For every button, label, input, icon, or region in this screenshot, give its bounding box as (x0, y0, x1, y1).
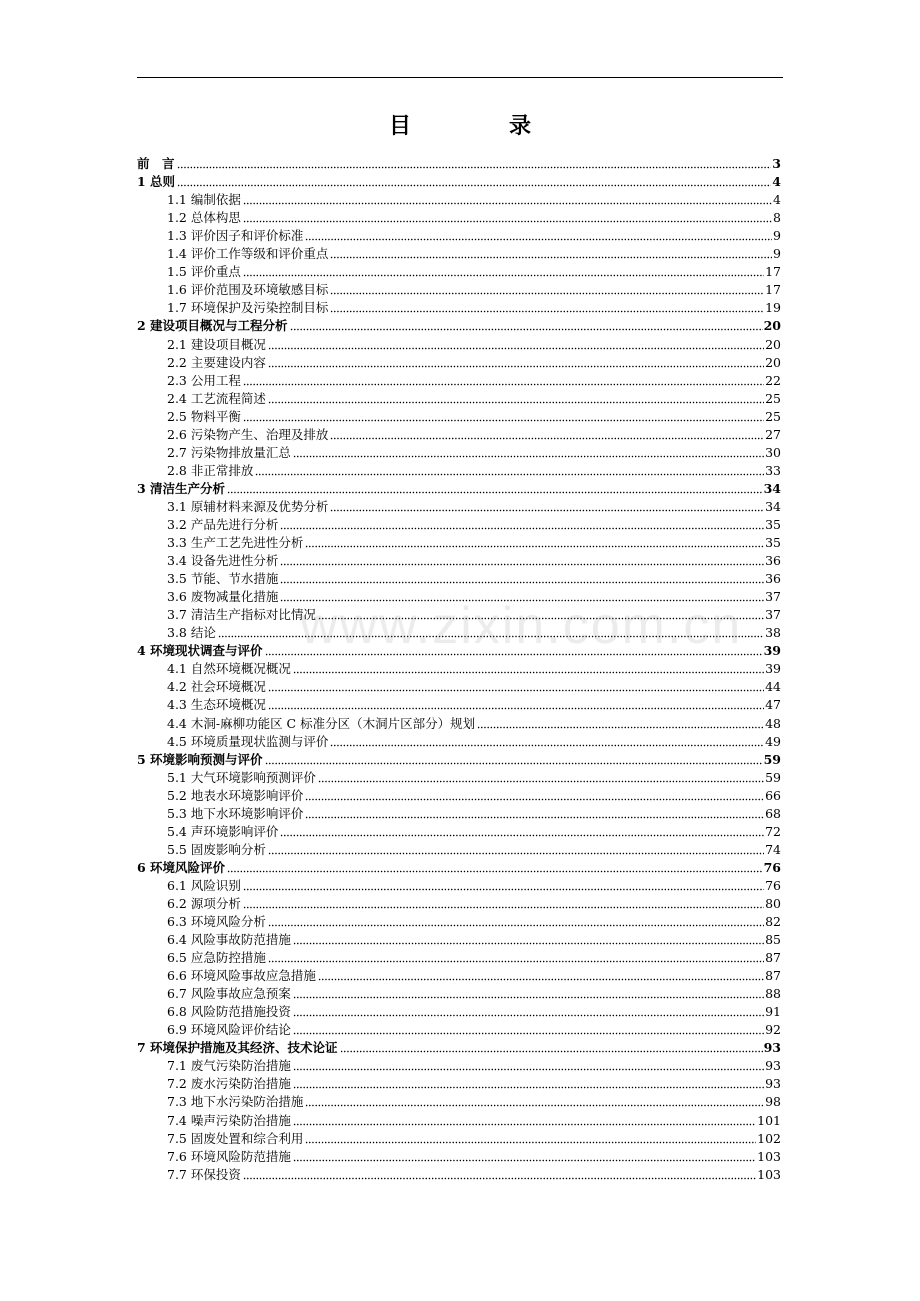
toc-entry-page-number: 93 (765, 1058, 781, 1074)
toc-entry-label: 1.3 评价因子和评价标准 (167, 228, 304, 244)
toc-entry-page-number: 17 (765, 264, 781, 280)
toc-section-entry[interactable] (137, 515, 781, 533)
toc-section-entry[interactable] (137, 443, 781, 461)
toc-dot-leader (268, 340, 764, 350)
toc-section-entry[interactable] (137, 966, 781, 984)
toc-entry-label: 2.8 非正常排放 (167, 462, 254, 478)
toc-entry-page-number: 93 (765, 1076, 781, 1092)
watermark: www.zixin.com.cn (300, 597, 743, 655)
toc-title: 目 录 (388, 113, 569, 139)
toc-section-entry[interactable] (137, 786, 781, 804)
toc-entry-page-number: 76 (763, 859, 781, 875)
toc-section-entry[interactable] (137, 930, 781, 948)
toc-entry-page-number: 102 (757, 1130, 781, 1146)
toc-entry-label: 2.4 工艺流程简述 (167, 390, 266, 406)
toc-entry-label: 7.2 废水污染防治措施 (167, 1076, 291, 1092)
toc-entry-label: 6.4 风险事故防范措施 (167, 932, 291, 948)
toc-section-entry[interactable] (137, 497, 781, 515)
toc-dot-leader (280, 556, 764, 566)
toc-dot-leader (177, 177, 771, 187)
toc-entry-page-number: 4 (772, 174, 781, 190)
toc-dot-leader (268, 917, 764, 927)
toc-entry-page-number: 9 (773, 246, 781, 262)
toc-chapter-entry[interactable] (137, 172, 781, 190)
toc-section-entry[interactable] (137, 1165, 781, 1183)
toc-entry-label: 5.4 声环境影响评价 (167, 823, 279, 839)
toc-dot-leader (330, 430, 764, 440)
toc-entry-label: 4.5 环境质量现状监测与评价 (167, 733, 329, 749)
toc-entry-label: 1.5 评价重点 (167, 264, 241, 280)
toc-entry-label: 6 环境风险评价 (137, 859, 226, 875)
toc-entry-page-number: 98 (765, 1094, 781, 1110)
toc-entry-label: 6.5 应急防控措施 (167, 950, 266, 966)
toc-dot-leader (268, 358, 764, 368)
toc-dot-leader (330, 502, 764, 512)
toc-section-entry[interactable] (137, 371, 781, 389)
toc-dot-leader (305, 1134, 756, 1144)
toc-section-entry[interactable] (137, 425, 781, 443)
toc-dot-leader (243, 213, 772, 223)
table-of-contents (137, 154, 781, 1183)
toc-entry-label: 6.3 环境风险分析 (167, 914, 266, 930)
toc-entry-label: 7.7 环保投资 (167, 1166, 241, 1182)
toc-dot-leader (293, 664, 764, 674)
toc-entry-page-number: 91 (765, 1004, 781, 1020)
toc-entry-page-number: 93 (763, 1040, 781, 1056)
toc-section-entry[interactable] (137, 912, 781, 930)
toc-entry-label: 1.6 评价范围及环境敏感目标 (167, 282, 329, 298)
toc-section-entry[interactable] (137, 298, 781, 316)
toc-entry-page-number: 37 (765, 607, 781, 623)
toc-entry-page-number: 35 (765, 535, 781, 551)
toc-entry-label: 1 总则 (137, 174, 176, 190)
toc-dot-leader (243, 899, 764, 909)
toc-section-entry[interactable] (137, 407, 781, 425)
toc-section-entry[interactable] (137, 208, 781, 226)
toc-dot-leader (243, 376, 764, 386)
toc-entry-label: 3.5 节能、节水措施 (167, 571, 279, 587)
toc-dot-leader (340, 1043, 763, 1053)
toc-entry-page-number: 35 (765, 516, 781, 532)
toc-section-entry[interactable] (137, 1002, 781, 1020)
toc-entry-label: 7 环境保护措施及其经济、技术论证 (137, 1040, 338, 1056)
toc-entry-page-number: 101 (757, 1112, 781, 1128)
toc-dot-leader (243, 1170, 756, 1180)
toc-section-entry[interactable] (137, 1092, 781, 1110)
toc-entry-label: 7.5 固废处置和综合利用 (167, 1130, 304, 1146)
toc-entry-page-number: 25 (765, 408, 781, 424)
toc-dot-leader (243, 195, 772, 205)
toc-entry-page-number: 87 (765, 968, 781, 984)
toc-dot-leader (318, 610, 764, 620)
toc-entry-label: 2 建设项目概况与工程分析 (137, 318, 288, 334)
toc-dot-leader (280, 574, 764, 584)
toc-entry-label: 3.7 清洁生产指标对比情况 (167, 607, 316, 623)
toc-entry-label: 1.4 评价工作等级和评价重点 (167, 246, 329, 262)
toc-entry-page-number: 34 (765, 498, 781, 514)
toc-section-entry[interactable] (137, 768, 781, 786)
toc-entry-page-number: 48 (765, 715, 781, 731)
toc-entry-label: 3 清洁生产分析 (137, 480, 226, 496)
toc-dot-leader (305, 1097, 764, 1107)
toc-entry-label: 3.2 产品先进行分析 (167, 516, 279, 532)
toc-entry-label: 3.1 原辅材料来源及优势分析 (167, 498, 329, 514)
toc-section-entry[interactable] (137, 677, 781, 695)
toc-entry-page-number: 47 (765, 697, 781, 713)
toc-chapter-entry[interactable] (137, 154, 781, 172)
toc-entry-page-number: 85 (765, 932, 781, 948)
toc-section-entry[interactable] (137, 551, 781, 569)
toc-dot-leader (280, 592, 764, 602)
toc-entry-label: 2.6 污染物产生、治理及排放 (167, 426, 329, 442)
toc-section-entry[interactable] (137, 533, 781, 551)
toc-entry-label: 3.4 设备先进性分析 (167, 553, 279, 569)
toc-chapter-entry[interactable] (137, 858, 781, 876)
toc-entry-label: 4.4 木洞-麻柳功能区 C 标准分区（木洞片区部分）规划 (167, 715, 476, 731)
toc-chapter-entry[interactable] (137, 316, 781, 334)
toc-dot-leader (268, 953, 764, 963)
toc-entry-page-number: 39 (763, 643, 781, 659)
toc-entry-label: 1.1 编制依据 (167, 192, 241, 208)
toc-section-entry[interactable] (137, 1110, 781, 1128)
header-rule (137, 77, 783, 78)
toc-dot-leader (268, 394, 764, 404)
toc-entry-label: 2.7 污染物排放量汇总 (167, 444, 291, 460)
toc-entry-page-number: 33 (765, 462, 781, 478)
toc-entry-page-number: 103 (757, 1148, 781, 1164)
toc-section-entry[interactable] (137, 389, 781, 407)
toc-entry-page-number: 88 (765, 986, 781, 1002)
toc-dot-leader (268, 700, 764, 710)
toc-dot-leader (265, 646, 763, 656)
toc-dot-leader (330, 285, 764, 295)
toc-dot-leader (177, 159, 772, 169)
toc-section-entry[interactable] (137, 334, 781, 352)
toc-entry-label: 7.3 地下水污染防治措施 (167, 1094, 304, 1110)
toc-entry-page-number: 19 (765, 300, 781, 316)
toc-entry-label: 7.6 环境风险防范措施 (167, 1148, 291, 1164)
toc-entry-label: 4 环境现状调查与评价 (137, 643, 263, 659)
toc-section-entry[interactable] (137, 1074, 781, 1092)
toc-section-entry[interactable] (137, 840, 781, 858)
toc-section-entry[interactable] (137, 713, 781, 731)
toc-dot-leader (280, 827, 764, 837)
toc-dot-leader (330, 249, 772, 259)
toc-entry-label: 5.2 地表水环境影响评价 (167, 787, 304, 803)
toc-section-entry[interactable] (137, 1056, 781, 1074)
toc-dot-leader (293, 1007, 764, 1017)
toc-section-entry[interactable] (137, 822, 781, 840)
toc-dot-leader (305, 231, 772, 241)
toc-section-entry[interactable] (137, 948, 781, 966)
toc-dot-leader (293, 448, 764, 458)
toc-section-entry[interactable] (137, 623, 781, 641)
toc-entry-label: 5.1 大气环境影响预测评价 (167, 769, 316, 785)
toc-dot-leader (218, 628, 764, 638)
toc-dot-leader (293, 989, 764, 999)
toc-entry-label: 3.6 废物减量化措施 (167, 589, 279, 605)
toc-entry-label: 7.1 废气污染防治措施 (167, 1058, 291, 1074)
toc-dot-leader (227, 484, 763, 494)
toc-dot-leader (227, 863, 763, 873)
toc-chapter-entry[interactable] (137, 641, 781, 659)
toc-entry-page-number: 20 (763, 318, 781, 334)
toc-entry-label: 3.8 结论 (167, 625, 216, 641)
toc-entry-page-number: 92 (765, 1022, 781, 1038)
toc-entry-page-number: 9 (773, 228, 781, 244)
toc-section-entry[interactable] (137, 226, 781, 244)
toc-entry-page-number: 27 (765, 426, 781, 442)
toc-section-entry[interactable] (137, 1020, 781, 1038)
toc-entry-page-number: 82 (765, 914, 781, 930)
toc-dot-leader (330, 303, 764, 313)
toc-entry-label: 6.7 风险事故应急预案 (167, 986, 291, 1002)
toc-entry-page-number: 20 (765, 354, 781, 370)
toc-section-entry[interactable] (137, 587, 781, 605)
toc-entry-label: 3.3 生产工艺先进性分析 (167, 535, 304, 551)
toc-section-entry[interactable] (137, 262, 781, 280)
toc-entry-page-number: 22 (765, 372, 781, 388)
toc-dot-leader (318, 773, 764, 783)
toc-entry-label: 5.5 固废影响分析 (167, 841, 266, 857)
toc-section-entry[interactable] (137, 804, 781, 822)
toc-dot-leader (293, 1025, 764, 1035)
toc-entry-page-number: 17 (765, 282, 781, 298)
toc-entry-page-number: 68 (765, 805, 781, 821)
toc-entry-page-number: 103 (757, 1166, 781, 1182)
toc-entry-label: 前 言 (137, 156, 175, 172)
toc-section-entry[interactable] (137, 353, 781, 371)
toc-dot-leader (305, 791, 764, 801)
toc-section-entry[interactable] (137, 984, 781, 1002)
toc-entry-page-number: 72 (765, 823, 781, 839)
toc-section-entry[interactable] (137, 461, 781, 479)
toc-section-entry[interactable] (137, 1129, 781, 1147)
toc-entry-label: 5.3 地下水环境影响评价 (167, 805, 304, 821)
toc-entry-label: 2.1 建设项目概况 (167, 336, 266, 352)
toc-section-entry[interactable] (137, 894, 781, 912)
toc-dot-leader (293, 1116, 756, 1126)
toc-entry-label: 4.1 自然环境概况概况 (167, 661, 291, 677)
toc-entry-page-number: 20 (765, 336, 781, 352)
toc-section-entry[interactable] (137, 605, 781, 623)
toc-entry-page-number: 49 (765, 733, 781, 749)
toc-entry-page-number: 34 (763, 480, 781, 496)
toc-dot-leader (293, 1061, 764, 1071)
toc-entry-page-number: 4 (773, 192, 781, 208)
toc-entry-label: 2.5 物料平衡 (167, 408, 241, 424)
toc-entry-label: 4.2 社会环境概况 (167, 679, 266, 695)
toc-entry-label: 6.8 风险防范措施投资 (167, 1004, 291, 1020)
toc-dot-leader (330, 737, 764, 747)
toc-section-entry[interactable] (137, 569, 781, 587)
toc-entry-page-number: 25 (765, 390, 781, 406)
toc-dot-leader (290, 321, 763, 331)
toc-entry-label: 6.6 环境风险事故应急措施 (167, 968, 316, 984)
toc-dot-leader (477, 719, 764, 729)
toc-entry-label: 6.9 环境风险评价结论 (167, 1022, 291, 1038)
toc-entry-page-number: 44 (765, 679, 781, 695)
toc-entry-page-number: 37 (765, 589, 781, 605)
toc-section-entry[interactable] (137, 695, 781, 713)
toc-dot-leader (265, 755, 763, 765)
toc-dot-leader (243, 267, 764, 277)
toc-section-entry[interactable] (137, 1147, 781, 1165)
toc-entry-label: 1.7 环境保护及污染控制目标 (167, 300, 329, 316)
toc-entry-page-number: 36 (765, 553, 781, 569)
toc-section-entry[interactable] (137, 876, 781, 894)
toc-entry-page-number: 3 (772, 156, 781, 172)
toc-dot-leader (280, 520, 764, 530)
toc-entry-page-number: 66 (765, 787, 781, 803)
toc-dot-leader (318, 971, 764, 981)
toc-dot-leader (268, 682, 764, 692)
toc-entry-label: 6.1 风险识别 (167, 877, 241, 893)
toc-entry-label: 5 环境影响预测与评价 (137, 751, 263, 767)
toc-section-entry[interactable] (137, 280, 781, 298)
toc-section-entry[interactable] (137, 659, 781, 677)
toc-chapter-entry[interactable] (137, 750, 781, 768)
toc-entry-page-number: 59 (763, 751, 781, 767)
toc-entry-label: 7.4 噪声污染防治措施 (167, 1112, 291, 1128)
toc-dot-leader (305, 538, 764, 548)
toc-dot-leader (293, 1079, 764, 1089)
toc-entry-page-number: 36 (765, 571, 781, 587)
toc-entry-label: 2.2 主要建设内容 (167, 354, 266, 370)
toc-dot-leader (255, 466, 764, 476)
toc-entry-page-number: 74 (765, 841, 781, 857)
toc-dot-leader (243, 412, 764, 422)
toc-chapter-entry[interactable] (137, 479, 781, 497)
toc-chapter-entry[interactable] (137, 1038, 781, 1056)
toc-dot-leader (293, 1152, 756, 1162)
toc-section-entry[interactable] (137, 732, 781, 750)
toc-entry-page-number: 80 (765, 895, 781, 911)
toc-entry-page-number: 30 (765, 444, 781, 460)
toc-entry-page-number: 59 (765, 769, 781, 785)
toc-entry-page-number: 76 (765, 877, 781, 893)
toc-section-entry[interactable] (137, 190, 781, 208)
toc-dot-leader (268, 845, 764, 855)
toc-entry-label: 1.2 总体构思 (167, 210, 241, 226)
toc-entry-page-number: 39 (765, 661, 781, 677)
toc-entry-page-number: 87 (765, 950, 781, 966)
toc-entry-page-number: 38 (765, 625, 781, 641)
toc-entry-label: 4.3 生态环境概况 (167, 697, 266, 713)
toc-entry-label: 6.2 源项分析 (167, 895, 241, 911)
toc-section-entry[interactable] (137, 244, 781, 262)
toc-entry-page-number: 8 (773, 210, 781, 226)
toc-dot-leader (305, 809, 764, 819)
toc-dot-leader (243, 881, 764, 891)
toc-dot-leader (293, 935, 764, 945)
toc-entry-label: 2.3 公用工程 (167, 372, 241, 388)
